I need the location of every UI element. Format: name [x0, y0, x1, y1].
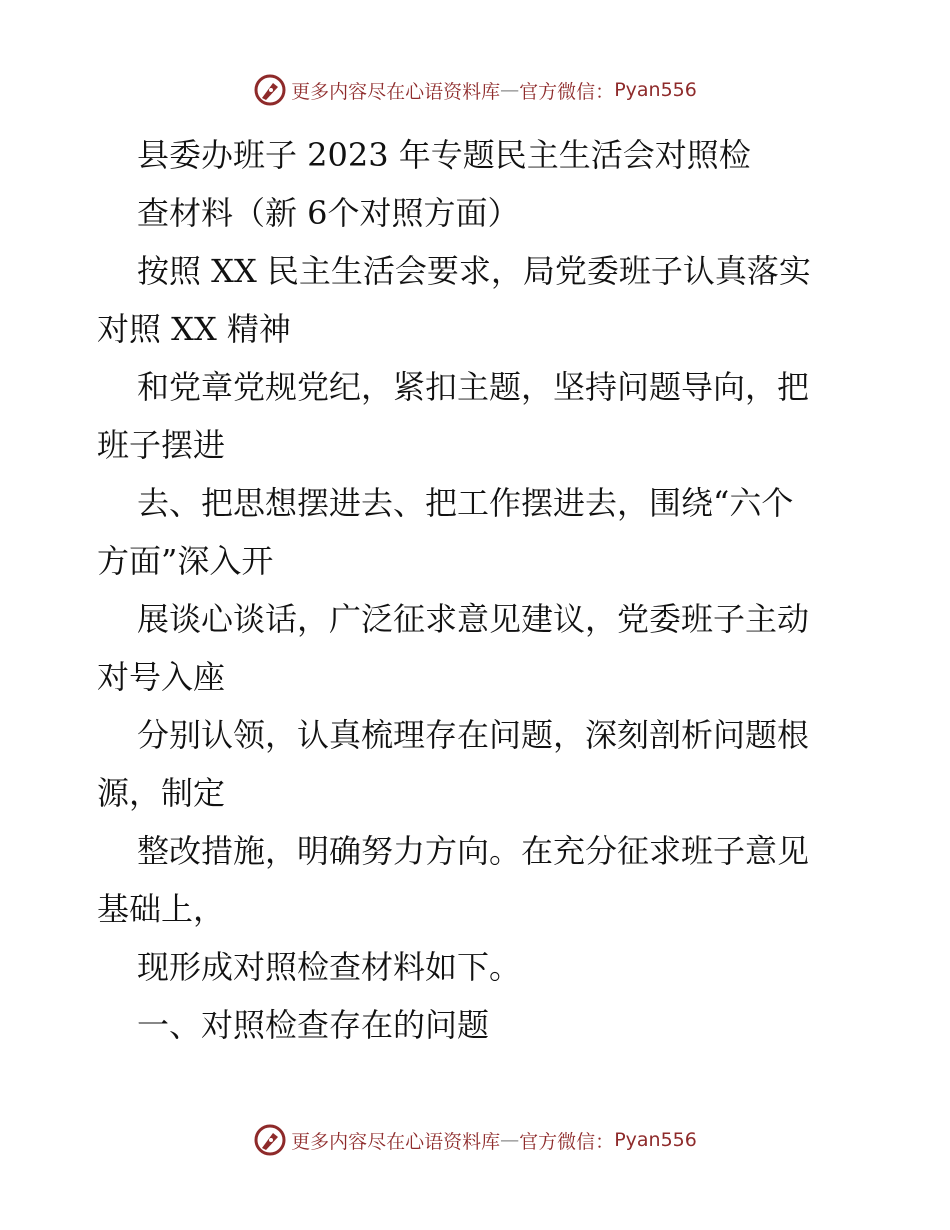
- document-line: 一、对照检查存在的问题: [137, 1006, 490, 1044]
- document-line: 源，制定: [97, 774, 226, 812]
- banner-dash: —: [500, 79, 520, 101]
- document-line: 整改措施，明确努力方向。在充分征求班子意见: [137, 832, 810, 870]
- document-body: [97, 126, 857, 1054]
- document-line: 按照 XX 民主生活会要求，局党委班子认真落实: [137, 252, 811, 290]
- document-line: 对号入座: [97, 658, 226, 696]
- document-line: 基础上，: [97, 890, 226, 928]
- document-line: 对照 XX 精神: [97, 310, 291, 348]
- pen-nib-logo-icon: [253, 1123, 287, 1157]
- document-line: 县委办班子 2023 年专题民主生活会对照检: [137, 136, 751, 174]
- banner-dash: —: [500, 1129, 520, 1151]
- header-watermark-banner: [0, 70, 950, 110]
- banner-main-text: 更多内容尽在心语资料库: [291, 80, 501, 103]
- document-line: 和党章党规党纪，紧扣主题，坚持问题导向，把: [137, 368, 810, 406]
- banner-label: 官方微信：: [519, 1130, 615, 1153]
- document-line: 展谈心谈话，广泛征求意见建议，党委班子主动: [137, 600, 810, 638]
- banner-main-text: 更多内容尽在心语资料库: [291, 1130, 501, 1153]
- pen-nib-logo-icon: [253, 73, 287, 107]
- banner-wechat-id: Pyan556: [614, 1129, 697, 1151]
- document-line: 现形成对照检查材料如下。: [137, 948, 522, 986]
- document-line: 分别认领，认真梳理存在问题，深刻剖析问题根: [137, 716, 810, 754]
- banner-label: 官方微信：: [519, 80, 615, 103]
- document-line: 查材料（新 6个对照方面）: [137, 194, 520, 232]
- document-line: 去、把思想摆进去、把工作摆进去，围绕“六个: [137, 484, 794, 522]
- document-line: 方面”深入开: [97, 542, 274, 580]
- document-line: 班子摆进: [97, 426, 226, 464]
- banner-wechat-id: Pyan556: [614, 79, 697, 101]
- footer-watermark-banner: [0, 1120, 950, 1160]
